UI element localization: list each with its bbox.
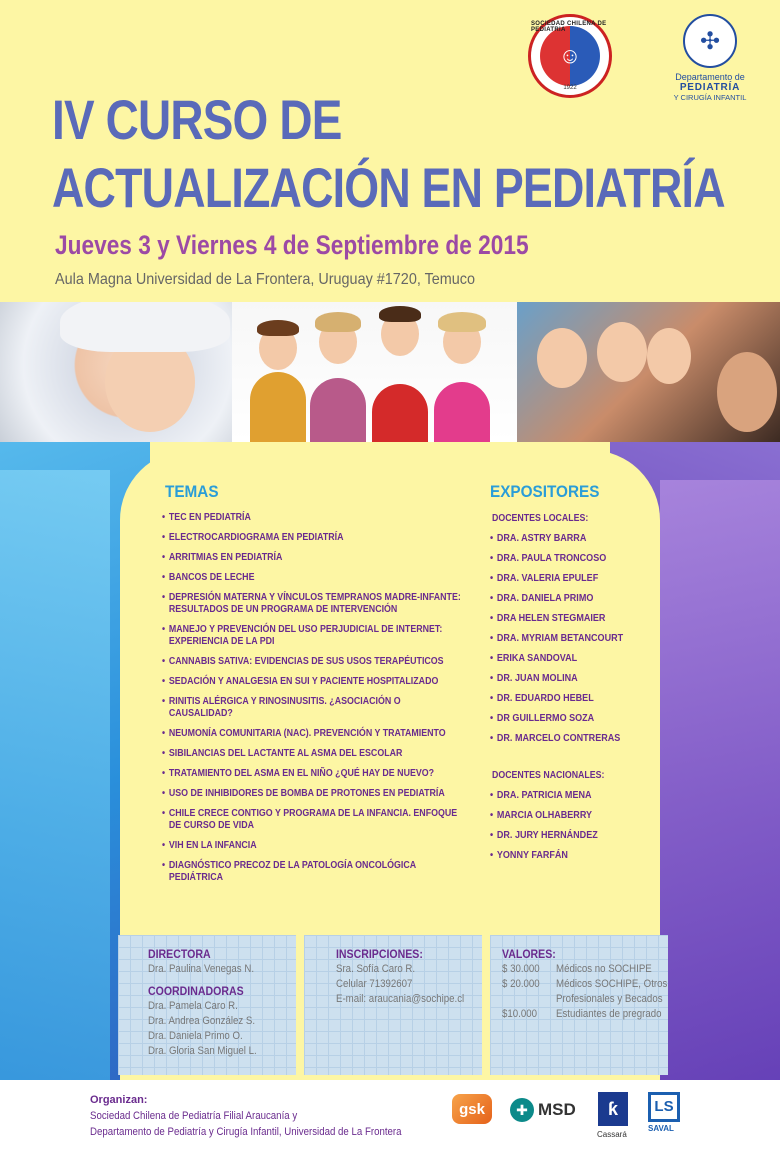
valores-heading: VALORES: <box>502 947 556 961</box>
valores-box <box>490 935 668 1075</box>
list-item: • DR. JURY HERNÁNDEZ <box>490 829 662 841</box>
teen-2-face <box>597 322 647 382</box>
list-item: • SEDACIÓN Y ANALGESIA EN SUI Y PACIENTE HOSPITALIZADO <box>162 676 463 688</box>
list-item: • TRATAMIENTO DEL ASMA EN EL NIÑO ¿QUÉ HAY DE NUEVO? <box>162 768 463 780</box>
gsk-logo: gsk <box>452 1094 492 1124</box>
teens-photo <box>517 302 780 442</box>
list-item: • BANCOS DE LECHE <box>162 572 463 584</box>
coordinadoras-heading: COORDINADORAS <box>148 984 244 998</box>
list-item: • DR. EDUARDO HEBEL <box>490 692 662 704</box>
price: $ 30.000 <box>502 963 540 975</box>
list-item: • DR. MARCELO CONTRERAS <box>490 732 662 744</box>
list-item: • ELECTROCARDIOGRAMA EN PEDIATRÍA <box>162 532 463 544</box>
department-logo-line3: Y CIRUGÍA INFANTIL <box>673 93 747 102</box>
department-logo-line2: PEDIATRÍA <box>679 82 741 93</box>
towel-shape <box>60 302 230 352</box>
organizer-line1: Sociedad Chilena de Pediatría Filial Araucanía y <box>90 1110 298 1122</box>
temas-heading: TEMAS <box>165 482 219 501</box>
directora-box <box>118 935 296 1075</box>
inscripciones-box <box>304 935 482 1075</box>
saval-label: SAVAL <box>648 1124 674 1133</box>
temas-list <box>162 512 462 892</box>
event-date: Jueves 3 y Viernes 4 de Septiembre de 2015 <box>55 230 529 260</box>
coordinadora-name: Dra. Gloria San Miguel L. <box>148 1045 257 1057</box>
title-line2: ACTUALIZACIÓN EN PEDIATRÍA <box>52 156 725 219</box>
list-item: • NEUMONÍA COMUNITARIA (NAC). PREVENCIÓN Y TRATAMIENTO <box>162 728 463 740</box>
event-venue: Aula Magna Universidad de La Frontera, Uruguay #1720, Temuco <box>55 271 475 288</box>
university-seal-icon: ✣ <box>683 14 737 68</box>
list-item: • DRA. DANIELA PRIMO <box>490 592 662 604</box>
left-decoration-overlay <box>0 470 110 1080</box>
child-4-hair <box>438 312 486 332</box>
list-item: • DEPRESIÓN MATERNA Y VÍNCULOS TEMPRANOS MADRE-INFANTE: RESULTADOS DE UN PROGRAMA DE INTERVENCIÓN <box>162 592 463 616</box>
teen-3-face <box>647 328 691 384</box>
list-item: • DRA HELEN STEGMAIER <box>490 612 662 624</box>
list-item: • ARRITMIAS EN PEDIATRÍA <box>162 552 463 564</box>
organizer-line2: Departamento de Pediatría y Cirugía Infantil, Universidad de La Frontera <box>90 1126 402 1138</box>
sochipe-logo <box>528 14 612 98</box>
list-item: • MARCIA OLHABERRY <box>490 809 662 821</box>
child-3-hair <box>379 306 421 322</box>
price: $ 20.000 <box>502 978 540 990</box>
inscripciones-heading: INSCRIPCIONES: <box>336 947 423 961</box>
list-item: • DRA. MYRIAM BETANCOURT <box>490 632 662 644</box>
child-4 <box>434 382 490 442</box>
list-item: • DR GUILLERMO SOZA <box>490 712 662 724</box>
expositores-heading: EXPOSITORES <box>490 482 600 501</box>
docentes-nacionales-list <box>490 789 690 869</box>
saval-logo-icon: LS <box>648 1092 680 1122</box>
directora-heading: DIRECTORA <box>148 947 211 961</box>
list-item: • DIAGNÓSTICO PRECOZ DE LA PATOLOGÍA ONCOLÓGICA PEDIÁTRICA <box>162 860 463 884</box>
child-icon: ☺ <box>540 26 600 86</box>
list-item: • VIH EN LA INFANCIA <box>162 840 463 852</box>
children-photo <box>232 302 517 442</box>
list-item: • DR. JUAN MOLINA <box>490 672 662 684</box>
coordinadora-name: Dra. Andrea González S. <box>148 1015 256 1027</box>
child-1 <box>250 372 306 442</box>
child-2 <box>310 378 366 442</box>
sochipe-logo-year: 1922 <box>563 85 577 91</box>
child-3 <box>372 384 428 442</box>
inscripciones-phone: Celular 71392607 <box>336 978 413 990</box>
department-logo-line1: Departamento de <box>675 72 745 82</box>
msd-icon: ✚ <box>510 1098 534 1122</box>
list-item: • YONNY FARFÁN <box>490 849 662 861</box>
teen-4-face <box>717 352 777 432</box>
coordinadora-name: Dra. Daniela Primo O. <box>148 1030 243 1042</box>
price: $10.000 <box>502 1008 537 1020</box>
docentes-locales-heading: DOCENTES LOCALES: <box>492 513 589 524</box>
baby-photo <box>0 302 232 442</box>
inscripciones-contact: Sra. Sofía Caro R. <box>336 963 416 975</box>
list-item: • DRA. VALERIA EPULEF <box>490 572 662 584</box>
department-logo <box>655 14 765 114</box>
list-item: • CANNABIS SATIVA: EVIDENCIAS DE SUS USOS TERAPÉUTICOS <box>162 656 463 668</box>
list-item: • MANEJO Y PREVENCIÓN DEL USO PERJUDICIAL DE INTERNET: EXPERIENCIA DE LA PDI <box>162 624 463 648</box>
child-1-hair <box>257 320 299 336</box>
title-line1: IV CURSO DE <box>52 88 342 151</box>
list-item: • SIBILANCIAS DEL LACTANTE AL ASMA DEL ESCOLAR <box>162 748 463 760</box>
price-desc: Profesionales y Becados <box>556 993 663 1005</box>
coordinadora-name: Dra. Pamela Caro R. <box>148 1000 238 1012</box>
price-desc: Médicos no SOCHIPE <box>556 963 652 975</box>
list-item: • TEC EN PEDIATRÍA <box>162 512 463 524</box>
list-item: • CHILE CRECE CONTIGO Y PROGRAMA DE LA INFANCIA. ENFOQUE DE CURSO DE VIDA <box>162 808 463 832</box>
list-item: • USO DE INHIBIDORES DE BOMBA DE PROTONES EN PEDIATRÍA <box>162 788 463 800</box>
cassara-label: Cassará <box>597 1130 627 1139</box>
cassara-logo-icon: ƙ <box>598 1092 628 1126</box>
directora-name: Dra. Paulina Venegas N. <box>148 963 255 975</box>
inscripciones-email[interactable]: E-mail: araucania@sochipe.cl <box>336 993 465 1005</box>
docentes-nacionales-heading: DOCENTES NACIONALES: <box>492 770 605 781</box>
list-item: • ERIKA SANDOVAL <box>490 652 662 664</box>
photo-strip <box>0 302 780 442</box>
teen-1-face <box>537 328 587 388</box>
price-desc: Médicos SOCHIPE, Otros <box>556 978 668 990</box>
price-desc: Estudiantes de pregrado <box>556 1008 662 1020</box>
list-item: • DRA. PATRICIA MENA <box>490 789 662 801</box>
list-item: • RINITIS ALÉRGICA Y RINOSINUSITIS. ¿ASOCIACIÓN O CAUSALIDAD? <box>162 696 463 720</box>
list-item: • DRA. PAULA TRONCOSO <box>490 552 662 564</box>
organizers-heading: Organizan: <box>90 1094 148 1106</box>
list-item: • DRA. ASTRY BARRA <box>490 532 662 544</box>
docentes-locales-list <box>490 532 690 752</box>
child-2-hair <box>315 312 361 332</box>
msd-logo: MSD <box>538 1100 576 1119</box>
sochipe-logo-text: SOCIEDAD CHILENA DE PEDIATRIA <box>531 21 607 33</box>
valores-table <box>490 961 668 1023</box>
